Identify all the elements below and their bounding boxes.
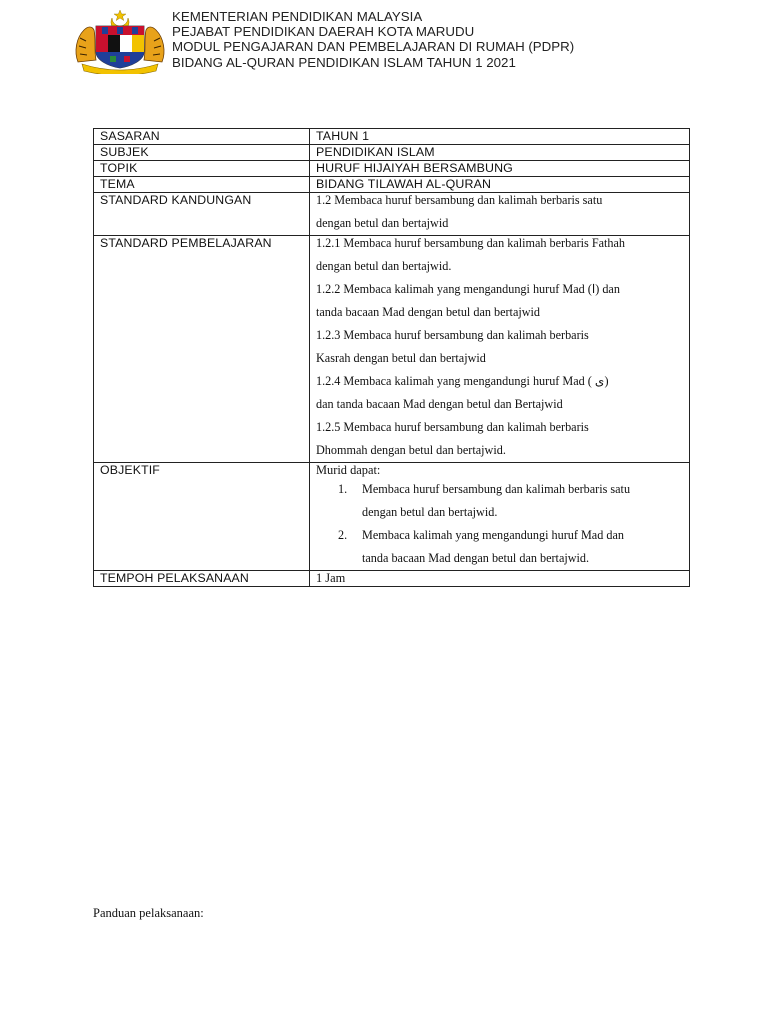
value-subjek: PENDIDIKAN ISLAM bbox=[310, 145, 690, 161]
table-row bbox=[94, 161, 690, 177]
list-item bbox=[316, 478, 689, 524]
table-row bbox=[94, 463, 690, 571]
objektif-intro: Murid dapat: bbox=[316, 463, 381, 477]
value-tempoh: 1 Jam bbox=[310, 571, 690, 587]
label-standard-pembelajaran: STANDARD PEMBELAJARAN bbox=[94, 236, 310, 463]
label-topik: TOPIK bbox=[94, 161, 310, 177]
document-header bbox=[172, 9, 574, 70]
table-row bbox=[94, 193, 690, 236]
header-ministry: KEMENTERIAN PENDIDIKAN MALAYSIA bbox=[172, 9, 423, 24]
standard-kandungan-line: 1.2 Membaca huruf bersambung dan kalimah berbaris satu bbox=[316, 193, 603, 207]
header-district-office: PEJABAT PENDIDIKAN DAERAH KOTA MARUDU bbox=[172, 24, 475, 40]
table-row bbox=[94, 129, 690, 145]
objektif-list bbox=[316, 478, 689, 570]
table-row bbox=[94, 145, 690, 161]
label-tempoh: TEMPOH PELAKSANAAN bbox=[94, 571, 310, 587]
objektif-item-2-line1: Membaca kalimah yang mengandungi huruf Mad dan bbox=[362, 528, 624, 542]
label-sasaran: SASARAN bbox=[94, 129, 310, 145]
objektif-item-2-line2: tanda bacaan Mad dengan betul dan bertajwid. bbox=[362, 551, 590, 565]
sp-item-4-line1: 1.2.4 Membaca kalimah yang mengandungi huruf Mad ( ى) bbox=[316, 374, 609, 388]
header-subject-line: BIDANG AL-QURAN PENDIDIKAN ISLAM TAHUN 1 2021 bbox=[172, 54, 516, 70]
sp-item-5-line1: 1.2.5 Membaca huruf bersambung dan kalimah berbaris bbox=[316, 420, 589, 434]
label-objektif: OBJEKTIF bbox=[94, 463, 310, 571]
table-row bbox=[94, 571, 690, 587]
label-subjek: SUBJEK bbox=[94, 145, 310, 161]
objektif-item-1-line1: Membaca huruf bersambung dan kalimah berbaris satu bbox=[362, 482, 631, 496]
label-standard-kandungan: STANDARD KANDUNGAN bbox=[94, 193, 310, 236]
lesson-info-table bbox=[93, 128, 690, 587]
objektif-item-number: 1. bbox=[338, 482, 348, 496]
sp-item-5-line2: Dhommah dengan betul dan bertajwid. bbox=[316, 443, 506, 457]
value-standard-kandungan bbox=[310, 193, 690, 236]
table-row bbox=[94, 236, 690, 463]
value-sasaran: TAHUN 1 bbox=[310, 129, 690, 145]
sp-item-3-line1: 1.2.3 Membaca huruf bersambung dan kalimah berbaris bbox=[316, 328, 589, 342]
value-tema: BIDANG TILAWAH AL-QURAN bbox=[310, 177, 690, 193]
list-item bbox=[316, 524, 689, 570]
sp-item-1-line2: dengan betul dan bertajwid. bbox=[316, 259, 452, 273]
value-objektif bbox=[310, 463, 690, 571]
objektif-item-1-line2: dengan betul dan bertajwid. bbox=[362, 505, 498, 519]
value-standard-pembelajaran bbox=[310, 236, 690, 463]
standard-kandungan-line: dengan betul dan bertajwid bbox=[316, 216, 449, 230]
header-module-title: MODUL PENGAJARAN DAN PEMBELAJARAN DI RUMAH (PDPR) bbox=[172, 39, 575, 55]
panduan-pelaksanaan-heading: Panduan pelaksanaan: bbox=[93, 906, 204, 920]
value-topik: HURUF HIJAIYAH BERSAMBUNG bbox=[310, 161, 690, 177]
label-tema: TEMA bbox=[94, 177, 310, 193]
sp-item-2-line1: 1.2.2 Membaca kalimah yang mengandungi huruf Mad (ا) dan bbox=[316, 282, 620, 296]
objektif-item-number: 2. bbox=[338, 528, 348, 542]
sp-item-4-line2: dan tanda bacaan Mad dengan betul dan Bertajwid bbox=[316, 397, 563, 411]
sp-item-2-line2: tanda bacaan Mad dengan betul dan bertajwid bbox=[316, 305, 541, 319]
sp-item-3-line2: Kasrah dengan betul dan bertajwid bbox=[316, 351, 486, 365]
malaysia-coat-of-arms-logo bbox=[72, 8, 168, 74]
sp-item-1-line1: 1.2.1 Membaca huruf bersambung dan kalimah berbaris Fathah bbox=[316, 236, 625, 250]
